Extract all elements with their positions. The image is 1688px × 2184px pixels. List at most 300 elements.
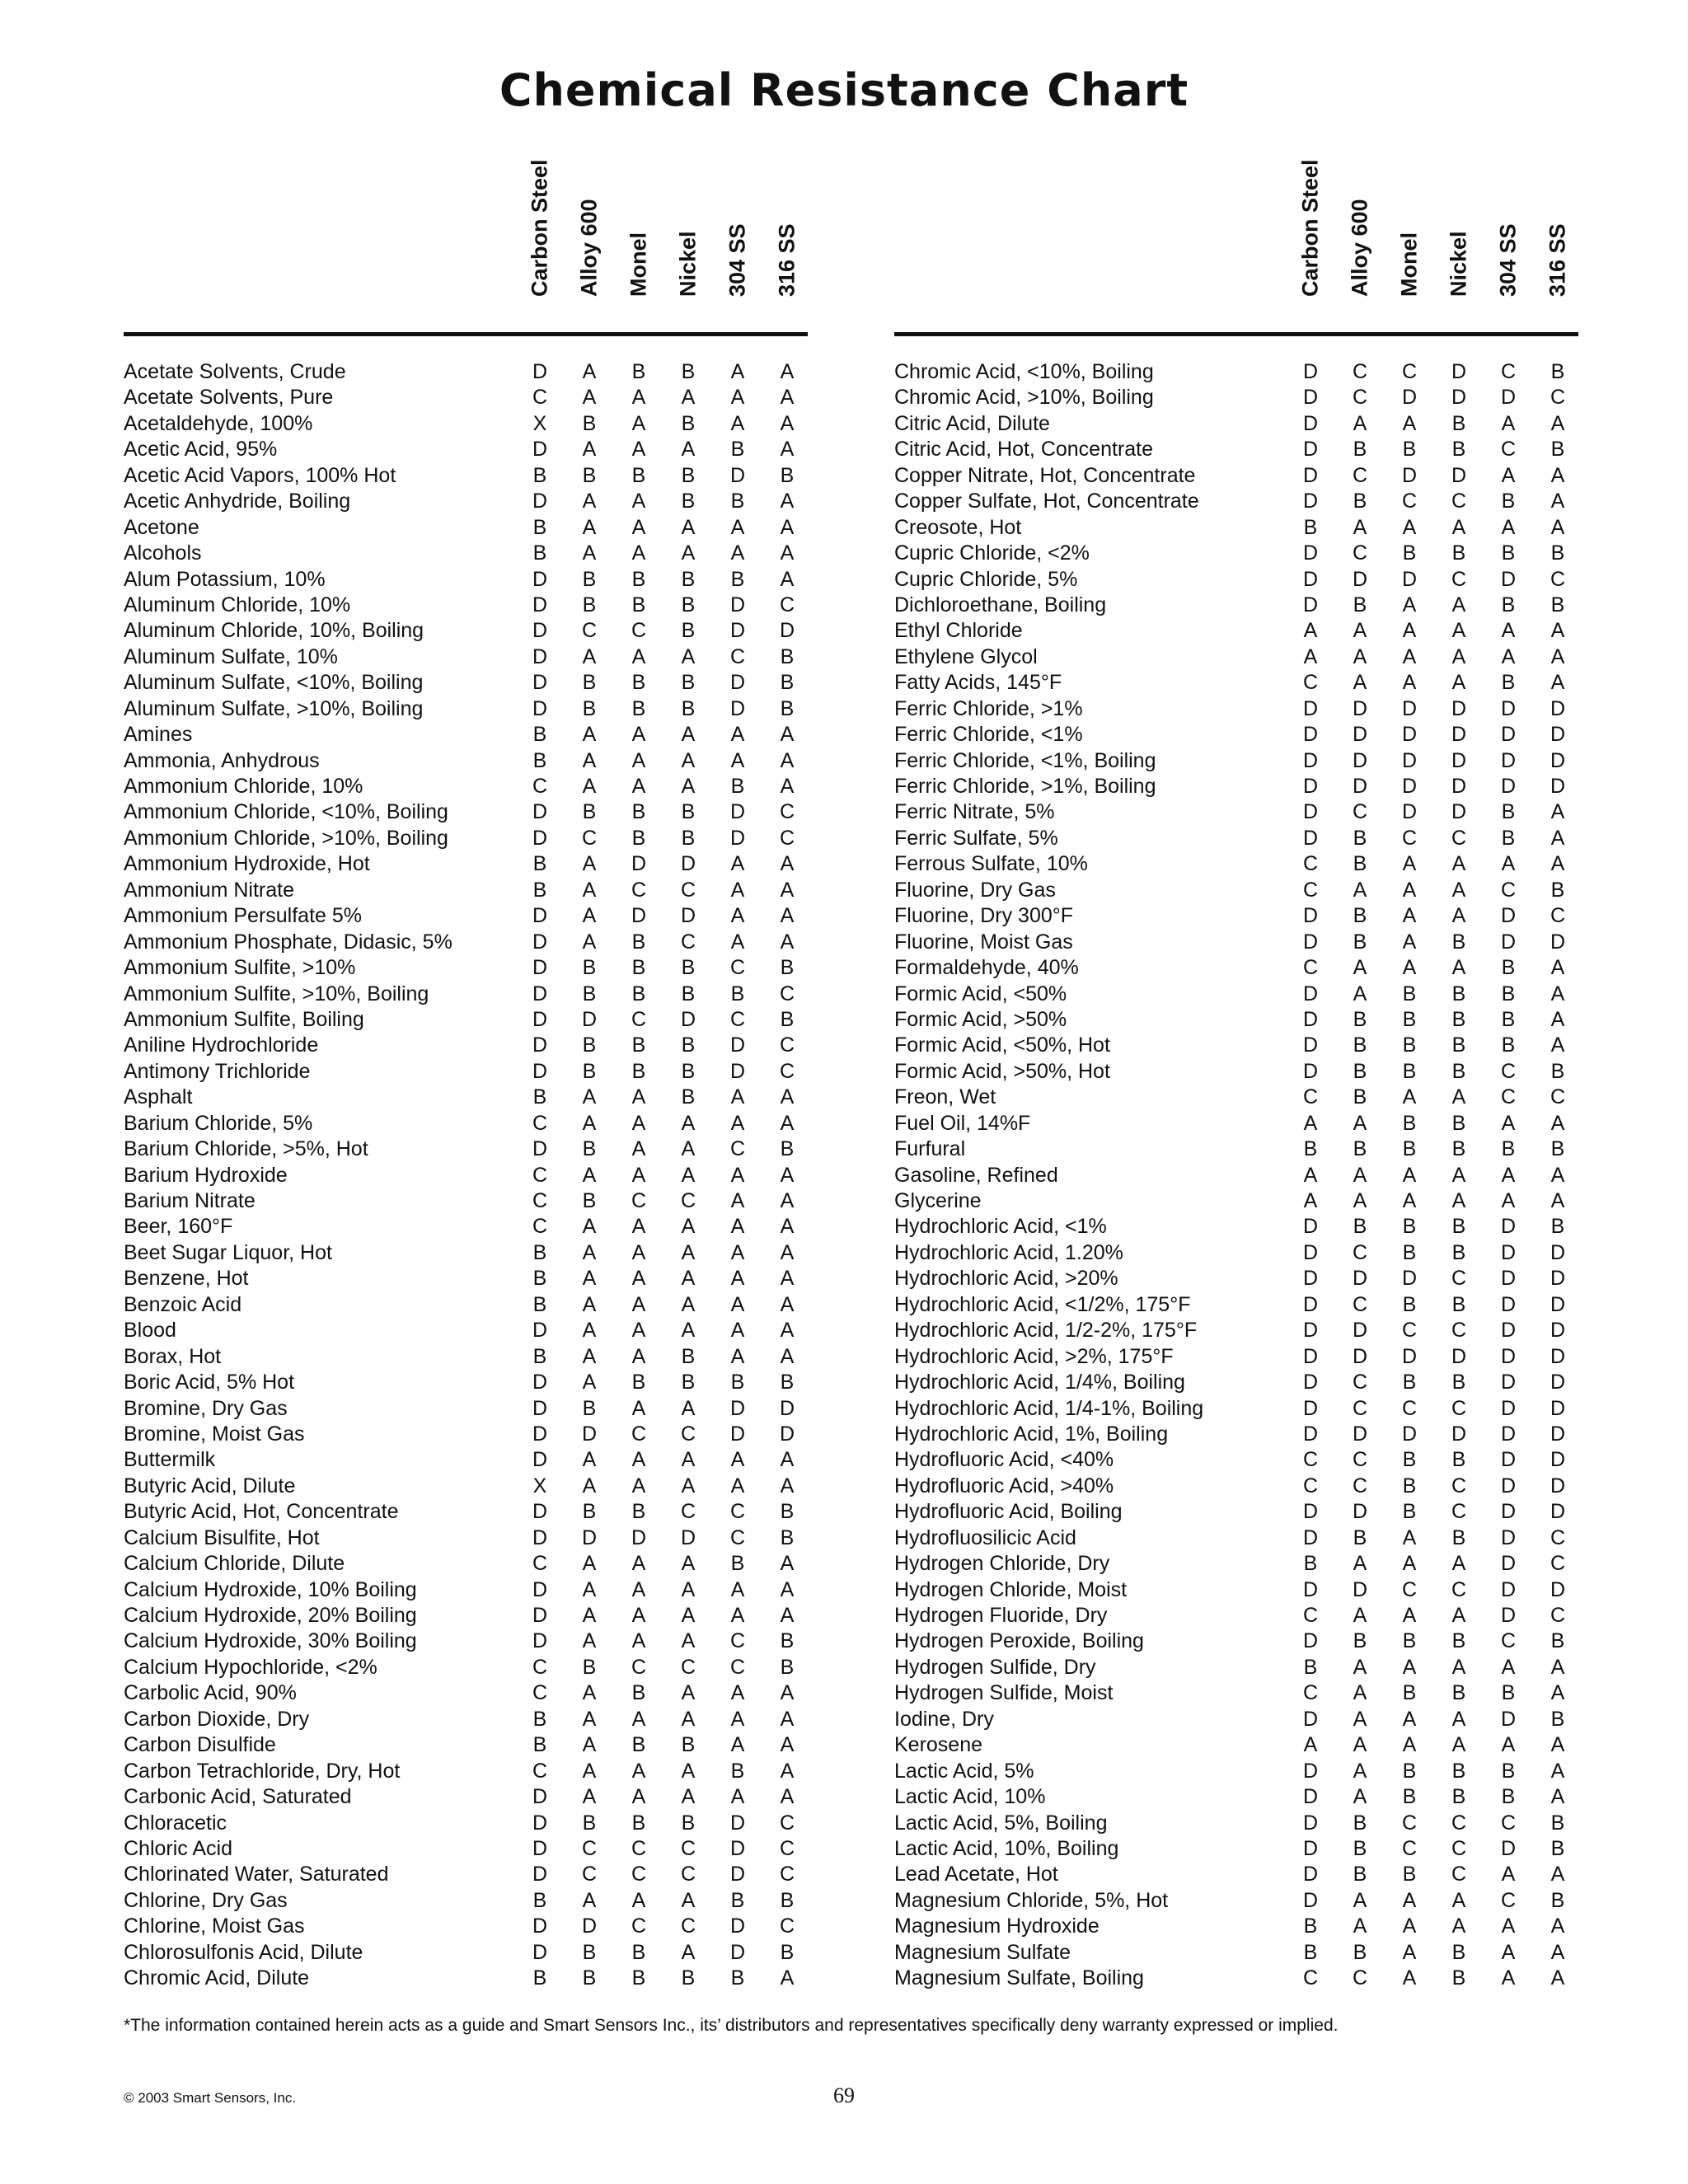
chemical-name: Hydrochloric Acid, 1/4-1%, Boiling [894,1396,1204,1420]
rating-cell: A [780,748,795,772]
rating-cell: C [1352,1966,1368,1990]
rating-cell: A [1353,1733,1367,1757]
table-row [894,1732,1578,1758]
rating-cell: C [729,1629,746,1653]
rating-cell: B [1451,982,1466,1005]
rating-cell: B [1451,411,1466,435]
chemical-name: Benzoic Acid [124,1292,242,1316]
column-header [1442,157,1475,322]
table-row [894,489,1578,514]
table-row [894,1836,1578,1862]
rating-cell: B [1451,438,1466,462]
rating-cell: A [582,1319,597,1343]
table-row [894,1707,1578,1732]
table-row [894,1007,1578,1033]
rating-cell: A [631,1111,646,1135]
rating-cell: C [1302,956,1319,980]
rating-cell: D [1550,1474,1566,1497]
rating-cell: A [1501,1915,1516,1938]
chemical-name: Bromine, Dry Gas [124,1396,288,1420]
rating-cell: B [681,982,696,1005]
rating-cell: C [1352,541,1368,565]
table-row [124,670,808,696]
rating-cell: A [631,1888,646,1912]
rating-cell: A [780,1552,795,1576]
rating-cell: C [1352,386,1368,410]
rating-cell: B [681,619,696,643]
rating-cell: D [680,904,696,928]
rating-cell: D [631,904,647,928]
rating-cell: A [1550,1863,1565,1886]
rating-cell: C [1451,567,1467,591]
table-row [894,1940,1578,1966]
chemical-name: Cupric Chloride, <2% [894,541,1090,565]
table-row [124,826,808,851]
chemical-name: Aluminum Sulfate, <10%, Boiling [124,671,424,695]
chemical-name: Acetic Acid, 95% [124,438,278,462]
table-row [124,774,808,799]
table-row [894,1888,1578,1914]
table-row [124,1499,808,1525]
rating-cell: B [1402,1500,1417,1524]
rating-cell: B [1451,1033,1466,1057]
rating-cell: A [730,1604,745,1627]
rating-cell: A [582,904,597,928]
rating-cell: B [1550,593,1565,616]
table-row [124,878,808,903]
rating-cell: A [582,1577,597,1601]
rating-cell: B [1451,1059,1466,1083]
rating-cell: A [1402,956,1417,980]
rating-cell: D [1500,1500,1517,1524]
chemical-name: Calcium Hypochloride, <2% [124,1655,377,1679]
chemical-name: Hydrochloric Acid, <1/2%, 175°F [894,1292,1191,1316]
rating-cell: A [780,1604,795,1627]
rating-cell: B [1501,956,1516,980]
chemical-name: Hydrochloric Acid, <1% [894,1215,1107,1239]
table-row [894,1137,1578,1162]
rating-cell: D [1500,748,1517,772]
rating-cell: A [631,1552,646,1576]
rating-cell: C [581,1863,598,1886]
rating-cell: D [1451,723,1467,747]
rating-cell: C [1451,1836,1467,1860]
rating-cell: D [532,696,548,720]
rating-cell: D [1451,696,1467,720]
column-header [622,157,655,322]
column-header-label: 316 SS [774,223,799,297]
rating-cell: D [1302,360,1319,383]
chemical-name: Calcium Hydroxide, 20% Boiling [124,1604,417,1627]
chemical-name: Calcium Hydroxide, 30% Boiling [124,1629,417,1653]
rating-cell: B [681,567,696,591]
rating-cell: D [1302,930,1319,954]
rating-cell: C [532,775,548,798]
rating-cell: A [730,386,745,410]
rating-cell: D [1302,490,1319,513]
chemical-name: Freon, Wet [894,1085,996,1109]
rating-cell: B [1501,1681,1516,1705]
rating-cell: C [779,1863,795,1886]
rating-cell: B [532,1085,547,1109]
rating-cell: D [532,619,548,643]
rating-cell: B [681,593,696,616]
rating-cell: C [631,1863,647,1886]
rating-cell: D [1302,1371,1319,1394]
rating-cell: D [1302,1863,1319,1886]
chemical-name: Hydrochloric Acid, >20% [894,1267,1118,1291]
rating-cell: B [681,360,696,383]
rating-cell: D [1302,982,1319,1005]
rating-cell: D [1500,1240,1517,1264]
rating-cell: A [730,1733,745,1757]
chemical-name: Hydrofluoric Acid, >40% [894,1474,1114,1497]
rating-cell: A [1353,515,1367,539]
chemical-name: Chlorine, Moist Gas [124,1915,305,1938]
rating-cell: A [780,438,795,462]
rating-cell: A [631,438,646,462]
rating-cell: D [729,463,746,487]
rating-cell: A [681,515,696,539]
rating-cell: A [780,1681,795,1705]
table-row [894,1629,1578,1654]
rating-cell: A [1451,852,1466,876]
table-row [124,567,808,593]
rating-cell: D [1500,386,1517,410]
rating-cell: B [631,567,646,591]
rating-cell: A [780,541,795,565]
table-row [124,1759,808,1784]
rating-cell: A [780,1319,795,1343]
rating-cell: D [581,1007,598,1031]
rating-cell: B [532,1707,547,1731]
rating-cell: D [1302,723,1319,747]
rating-cell: A [1353,619,1367,643]
chemical-name: Lactic Acid, 10% [894,1785,1046,1809]
table-row [124,1526,808,1551]
rating-cell: A [681,1681,696,1705]
rating-cell: D [532,593,548,616]
rating-cell: D [532,1526,548,1549]
rating-cell: A [631,1292,646,1316]
rating-cell: A [1353,411,1367,435]
rating-cell: B [780,696,795,720]
rating-cell: D [532,982,548,1005]
rating-cell: D [1550,775,1566,798]
rating-cell: A [582,1552,597,1576]
rating-cell: D [1500,1707,1517,1731]
rating-cell: A [1402,515,1417,539]
rating-cell: B [1501,541,1516,565]
rating-cell: A [1550,490,1565,513]
rating-cell: D [1302,696,1319,720]
rating-cell: C [1550,567,1566,591]
rating-cell: C [1500,878,1517,902]
rating-cell: C [581,826,598,850]
rating-cell: A [582,1888,597,1912]
rating-cell: A [1451,1163,1466,1187]
rating-cell: A [1550,1940,1565,1964]
rating-cell: B [631,956,646,980]
rating-cell: D [532,1319,548,1343]
rating-cell: A [582,386,597,410]
rating-cell: B [1353,826,1367,850]
rating-cell: B [1501,982,1516,1005]
rating-cell: A [730,1319,745,1343]
rating-cell: B [1353,1629,1367,1653]
rating-cell: A [1451,515,1466,539]
rating-cell: A [631,515,646,539]
rating-cell: D [1352,1344,1368,1368]
rating-cell: A [631,1629,646,1653]
table-row [894,878,1578,903]
chemical-name: Acetaldehyde, 100% [124,411,313,435]
rating-cell: B [1451,1137,1466,1161]
rating-cell: A [681,1267,696,1291]
rating-cell: A [681,1240,696,1264]
rating-cell: C [581,619,598,643]
rating-cell: B [631,1966,646,1990]
rating-cell: C [1550,386,1566,410]
rating-cell: B [1550,1888,1565,1912]
rating-cell: A [1402,852,1417,876]
rating-cell: D [532,930,548,954]
chemical-name: Gasoline, Refined [894,1163,1058,1187]
rating-cell: D [532,1137,548,1161]
rating-cell: B [532,1292,547,1316]
rating-cell: B [1451,1007,1466,1031]
chemical-name: Acetate Solvents, Crude [124,360,346,383]
rating-cell: D [1302,1215,1319,1239]
rating-cell: A [681,1137,696,1161]
rating-cell: A [1550,982,1565,1005]
rating-cell: A [1550,1007,1565,1031]
table-row [894,670,1578,696]
rating-cell: D [680,1526,696,1549]
rating-cell: B [532,1240,547,1264]
rating-cell: A [681,1396,696,1420]
rating-cell: A [582,360,597,383]
rating-cell: B [730,490,745,513]
chemical-name: Chloric Acid [124,1836,232,1860]
rating-cell: D [1302,1240,1319,1264]
column-header [1294,157,1327,322]
rating-cell: C [1352,1474,1368,1497]
rating-cell: C [1302,1604,1319,1627]
rating-cell: A [780,1292,795,1316]
rating-cell: C [779,1059,795,1083]
rating-cell: D [1550,723,1566,747]
rating-cell: C [1500,1629,1517,1653]
rating-cell: A [631,1707,646,1731]
rating-cell: A [631,1759,646,1783]
rating-cell: D [1352,748,1368,772]
rating-cell: D [1451,748,1467,772]
rating-cell: D [729,1059,746,1083]
chemical-name: Lactic Acid, 5%, Boiling [894,1811,1108,1835]
rating-cell: C [1352,1240,1368,1264]
rating-cell: D [1401,748,1418,772]
rating-cell: C [729,1500,746,1524]
rating-cell: D [1401,567,1418,591]
rating-cell: A [582,1085,597,1109]
rating-cell: A [681,1552,696,1576]
chemical-name: Chlorosulfonis Acid, Dilute [124,1940,363,1964]
rating-cell: A [1550,1681,1565,1705]
rating-cell: D [1500,1526,1517,1549]
chemical-name: Hydrochloric Acid, 1.20% [894,1240,1123,1264]
rating-cell: C [680,1863,696,1886]
chemical-name: Magnesium Sulfate, Boiling [894,1966,1144,1990]
rating-cell: A [730,541,745,565]
chemical-name: Ferric Nitrate, 5% [894,800,1055,824]
rating-cell: C [1451,1396,1467,1420]
rating-cell: A [1451,1915,1466,1938]
rating-cell: C [1401,1319,1418,1343]
rating-cell: D [1500,904,1517,928]
rating-cell: A [681,438,696,462]
rating-cell: B [532,878,547,902]
rating-cell: B [1501,593,1516,616]
rating-cell: X [532,411,547,435]
chemical-name: Ammonium Persulfate 5% [124,904,363,928]
rating-cell: D [1500,1448,1517,1472]
rating-cell: D [1451,1422,1467,1446]
rating-cell: C [1302,1085,1319,1109]
column-header-label: Alloy 600 [576,199,602,297]
rating-cell: B [1501,1007,1516,1031]
rating-cell: A [631,1085,646,1109]
rating-cell: A [681,1163,696,1187]
rating-cell: D [729,1811,746,1835]
rating-cell: D [1500,1396,1517,1420]
rating-cell: B [1501,671,1516,695]
table-row [894,1759,1578,1784]
rating-cell: A [1550,1759,1565,1783]
rating-cell: A [780,1448,795,1472]
rating-cell: A [1353,671,1367,695]
rating-cell: C [1352,1448,1368,1472]
rating-cell: D [1302,1811,1319,1835]
rating-cell: D [1302,1422,1319,1446]
rating-cell: D [1451,386,1467,410]
rating-cell: B [1451,1681,1466,1705]
rating-cell: D [1500,1319,1517,1343]
rating-cell: C [1550,1604,1566,1627]
rating-cell: C [532,1189,548,1212]
chemical-name: Fuel Oil, 14%F [894,1111,1031,1135]
rating-cell: D [532,1836,548,1860]
chemical-name: Ferric Chloride, >1% [894,696,1083,720]
table-row [124,1836,808,1862]
chemical-name: Hydrochloric Acid, 1%, Boiling [894,1422,1169,1446]
rating-cell: B [780,463,795,487]
table-row [124,1266,808,1291]
rating-cell: D [532,904,548,928]
chemical-name: Cupric Chloride, 5% [894,567,1078,591]
rating-cell: B [1550,1059,1565,1083]
rating-cell: D [1352,1500,1368,1524]
rating-cell: D [1550,1344,1566,1368]
rating-cell: A [1402,1163,1417,1187]
rating-cell: D [1401,723,1418,747]
table-row [894,748,1578,774]
table-row [124,1163,808,1188]
table-row [124,1577,808,1603]
table-row [124,1707,808,1732]
rating-cell: D [532,1915,548,1938]
chemical-name: Carbon Tetrachloride, Dry, Hot [124,1759,401,1783]
rating-cell: A [780,1085,795,1109]
rating-cell: A [730,1163,745,1187]
rating-cell: A [681,775,696,798]
table-row [124,515,808,541]
rating-cell: B [681,826,696,850]
rating-cell: B [532,463,547,487]
rating-cell: D [1500,1292,1517,1316]
rating-cell: A [582,1474,597,1497]
rating-cell: D [1302,1888,1319,1912]
chemical-name: Formic Acid, >50%, Hot [894,1059,1110,1083]
rating-cell: A [1402,904,1417,928]
rating-cell: D [1500,723,1517,747]
rating-cell: B [582,1189,597,1212]
rating-cell: B [631,1371,646,1394]
chemical-name: Barium Chloride, >5%, Hot [124,1137,368,1161]
rating-cell: A [582,1344,597,1368]
rating-cell: A [730,1474,745,1497]
rating-cell: A [1501,1111,1516,1135]
rating-cell: B [532,541,547,565]
table-row [124,696,808,722]
chemical-name: Asphalt [124,1085,193,1109]
chemical-name: Alum Potassium, 10% [124,567,326,591]
rating-cell: B [582,1655,597,1679]
rating-cell: B [532,515,547,539]
rating-cell: B [1550,541,1565,565]
rating-cell: A [730,1785,745,1809]
rating-cell: B [582,1966,597,1990]
table-row [894,1318,1578,1343]
rating-cell: B [1501,1785,1516,1809]
chemical-name: Acetic Anhydride, Boiling [124,490,351,513]
chemical-name: Barium Nitrate [124,1189,256,1212]
rating-cell: B [1451,1371,1466,1394]
rating-cell: C [1451,1500,1467,1524]
rating-cell: A [681,541,696,565]
column-header-row [894,161,1578,336]
rating-cell: B [1402,1371,1417,1394]
chemical-name: Hydrogen Peroxide, Boiling [894,1629,1144,1653]
rating-cell: A [631,644,646,668]
rating-cell: D [729,671,746,695]
table-row [124,1292,808,1318]
rating-cell: A [1402,1604,1417,1627]
rating-cell: D [1500,1577,1517,1601]
rating-cell: D [1550,1500,1566,1524]
rating-cell: A [1402,644,1417,668]
table-row [124,644,808,670]
rating-cell: B [631,1733,646,1757]
rating-cell: D [1550,1422,1566,1446]
rating-cell: C [1451,1319,1467,1343]
rating-cell: A [1550,644,1565,668]
rating-cell: B [631,826,646,850]
table-row [124,1033,808,1058]
rating-cell: D [532,826,548,850]
rating-cell: B [532,1888,547,1912]
rating-cell: A [681,1448,696,1472]
